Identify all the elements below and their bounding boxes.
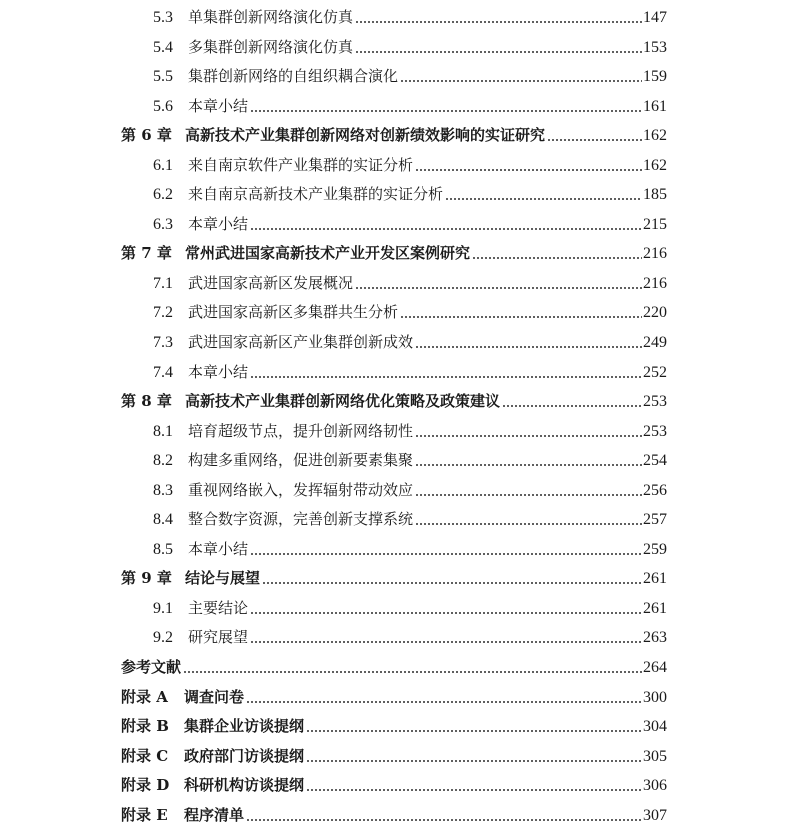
toc-entry-section[interactable] (0, 594, 800, 624)
toc-entry-page: 153 (642, 33, 667, 63)
toc-entry-number: 7.2 (153, 304, 173, 322)
dot-leader (306, 742, 642, 772)
toc-entry-title: 集群创新网络的自组织耦合演化 (188, 62, 400, 92)
dot-leader (415, 328, 642, 358)
toc-entry-section[interactable] (0, 535, 800, 565)
toc-entry-section[interactable] (0, 151, 800, 181)
toc-entry-number: 8.2 (153, 452, 173, 470)
toc-entry-section[interactable] (0, 3, 800, 33)
toc-entry-number: 第 7 章 (121, 244, 172, 263)
toc-entry-page: 249 (642, 328, 667, 358)
toc-entry-number: 第 6 章 (121, 126, 172, 145)
toc-entry-page: 159 (642, 62, 667, 92)
dot-leader (415, 151, 642, 181)
dot-leader (355, 269, 642, 299)
toc-entry-number: 7.3 (153, 334, 173, 352)
toc-entry-number: 第 8 章 (121, 392, 172, 411)
toc-entry-page: 216 (642, 269, 667, 299)
dot-leader (306, 771, 642, 801)
toc-entry-page: 220 (642, 298, 667, 328)
toc-entry-title: 科研机构访谈提纲 (184, 771, 306, 801)
dot-leader (415, 476, 642, 506)
toc-entry-section[interactable] (0, 505, 800, 535)
table-of-contents (0, 3, 800, 830)
toc-entry-number: 8.1 (153, 422, 173, 440)
toc-entry-number: 附录 C (121, 746, 169, 765)
dot-leader (502, 387, 642, 417)
toc-entry-section[interactable] (0, 180, 800, 210)
toc-entry-section[interactable] (0, 92, 800, 122)
dot-leader (472, 239, 642, 269)
toc-entry-title: 主要结论 (188, 594, 250, 624)
toc-entry-title: 本章小结 (188, 210, 250, 240)
toc-entry-page: 162 (642, 121, 667, 151)
dot-leader (250, 210, 642, 240)
toc-entry-appendix[interactable] (0, 742, 800, 772)
toc-entry-section[interactable] (0, 298, 800, 328)
toc-entry-title: 整合数字资源，完善创新支撑系统 (188, 505, 415, 535)
toc-entry-number: 附录 A (121, 687, 168, 706)
toc-entry-chapter[interactable] (0, 239, 800, 269)
toc-entry-page: 261 (642, 564, 667, 594)
toc-entry-number: 附录 E (121, 805, 168, 824)
toc-entry-chapter[interactable] (0, 564, 800, 594)
toc-entry-page: 254 (642, 446, 667, 476)
toc-entry-title: 高新技术产业集群创新网络对创新绩效影响的实证研究 (185, 121, 547, 151)
dot-leader (183, 653, 642, 683)
toc-entry-appendix[interactable] (0, 683, 800, 713)
toc-entry-title: 单集群创新网络演化仿真 (188, 3, 355, 33)
toc-entry-page: 162 (642, 151, 667, 181)
dot-leader (250, 594, 642, 624)
toc-entry-number: 5.5 (153, 68, 173, 86)
toc-entry-title: 来自南京软件产业集群的实证分析 (188, 151, 415, 181)
toc-entry-number: 8.5 (153, 540, 173, 558)
toc-entry-appendix[interactable] (0, 771, 800, 801)
toc-entry-number: 附录 B (121, 717, 169, 736)
toc-entry-title: 政府部门访谈提纲 (184, 742, 306, 772)
toc-entry-number: 5.6 (153, 97, 173, 115)
toc-entry-number: 8.3 (153, 481, 173, 499)
toc-entry-number: 6.2 (153, 186, 173, 204)
toc-entry-title: 集群企业访谈提纲 (184, 712, 306, 742)
dot-leader (415, 505, 642, 535)
toc-entry-title: 结论与展望 (185, 564, 262, 594)
toc-entry-title: 调查问卷 (184, 683, 246, 713)
toc-entry-page: 185 (642, 180, 667, 210)
toc-entry-title: 本章小结 (188, 92, 250, 122)
toc-entry-number: 6.3 (153, 215, 173, 233)
toc-entry-section[interactable] (0, 210, 800, 240)
toc-entry-page: 215 (642, 210, 667, 240)
toc-entry-page: 304 (642, 712, 667, 742)
toc-entry-page: 216 (642, 239, 667, 269)
toc-entry-number: 7.1 (153, 274, 173, 292)
toc-entry-section[interactable] (0, 269, 800, 299)
dot-leader (246, 683, 642, 713)
toc-entry-number: 9.1 (153, 599, 173, 617)
toc-entry-section[interactable] (0, 33, 800, 63)
toc-entry-title: 常州武进国家高新技术产业开发区案例研究 (185, 239, 472, 269)
toc-entry-number: 8.4 (153, 511, 173, 529)
toc-entry-page: 300 (642, 683, 667, 713)
toc-entry-page: 252 (642, 358, 667, 388)
toc-entry-title: 参考文献 (121, 653, 183, 683)
toc-entry-number: 9.2 (153, 629, 173, 647)
toc-entry-chapter[interactable] (0, 121, 800, 151)
toc-entry-section[interactable] (0, 446, 800, 476)
toc-entry-section[interactable] (0, 417, 800, 447)
toc-entry-page: 253 (642, 387, 667, 417)
dot-leader (306, 712, 642, 742)
toc-entry-number: 附录 D (121, 776, 170, 795)
toc-entry-ref[interactable] (0, 653, 800, 683)
dot-leader (400, 62, 642, 92)
toc-entry-number: 6.1 (153, 156, 173, 174)
toc-entry-page: 263 (642, 623, 667, 653)
toc-entry-page: 306 (642, 771, 667, 801)
dot-leader (415, 417, 642, 447)
toc-entry-title: 研究展望 (188, 623, 250, 653)
toc-entry-page: 305 (642, 742, 667, 772)
toc-entry-chapter[interactable] (0, 387, 800, 417)
toc-entry-title: 重视网络嵌入，发挥辐射带动效应 (188, 476, 415, 506)
dot-leader (246, 801, 642, 830)
toc-entry-title: 本章小结 (188, 358, 250, 388)
dot-leader (415, 446, 642, 476)
toc-entry-section[interactable] (0, 358, 800, 388)
toc-entry-title: 程序清单 (184, 801, 246, 830)
dot-leader (547, 121, 642, 151)
toc-entry-number: 7.4 (153, 363, 173, 381)
toc-entry-page: 147 (642, 3, 667, 33)
toc-entry-section[interactable] (0, 62, 800, 92)
toc-entry-appendix[interactable] (0, 801, 800, 830)
toc-entry-page: 161 (642, 92, 667, 122)
toc-entry-page: 307 (642, 801, 667, 830)
dot-leader (445, 180, 642, 210)
toc-entry-number: 第 9 章 (121, 569, 172, 588)
dot-leader (400, 298, 642, 328)
toc-entry-section[interactable] (0, 328, 800, 358)
toc-entry-page: 261 (642, 594, 667, 624)
toc-entry-title: 本章小结 (188, 535, 250, 565)
toc-entry-page: 257 (642, 505, 667, 535)
toc-entry-title: 武进国家高新区多集群共生分析 (188, 298, 400, 328)
toc-entry-page: 264 (642, 653, 667, 683)
dot-leader (250, 358, 642, 388)
toc-entry-title: 武进国家高新区发展概况 (188, 269, 355, 299)
toc-entry-title: 高新技术产业集群创新网络优化策略及政策建议 (185, 387, 502, 417)
toc-entry-page: 259 (642, 535, 667, 565)
dot-leader (250, 535, 642, 565)
dot-leader (355, 33, 642, 63)
toc-entry-title: 多集群创新网络演化仿真 (188, 33, 355, 63)
toc-entry-title: 培育超级节点，提升创新网络韧性 (188, 417, 415, 447)
dot-leader (250, 623, 642, 653)
toc-entry-page: 256 (642, 476, 667, 506)
toc-entry-section[interactable] (0, 476, 800, 506)
dot-leader (250, 92, 642, 122)
dot-leader (262, 564, 642, 594)
toc-entry-number: 5.4 (153, 38, 173, 56)
dot-leader (355, 3, 642, 33)
toc-entry-title: 来自南京高新技术产业集群的实证分析 (188, 180, 445, 210)
toc-entry-section[interactable] (0, 623, 800, 653)
toc-entry-page: 253 (642, 417, 667, 447)
toc-entry-title: 构建多重网络，促进创新要素集聚 (188, 446, 415, 476)
toc-entry-title: 武进国家高新区产业集群创新成效 (188, 328, 415, 358)
toc-entry-appendix[interactable] (0, 712, 800, 742)
toc-entry-number: 5.3 (153, 9, 173, 26)
